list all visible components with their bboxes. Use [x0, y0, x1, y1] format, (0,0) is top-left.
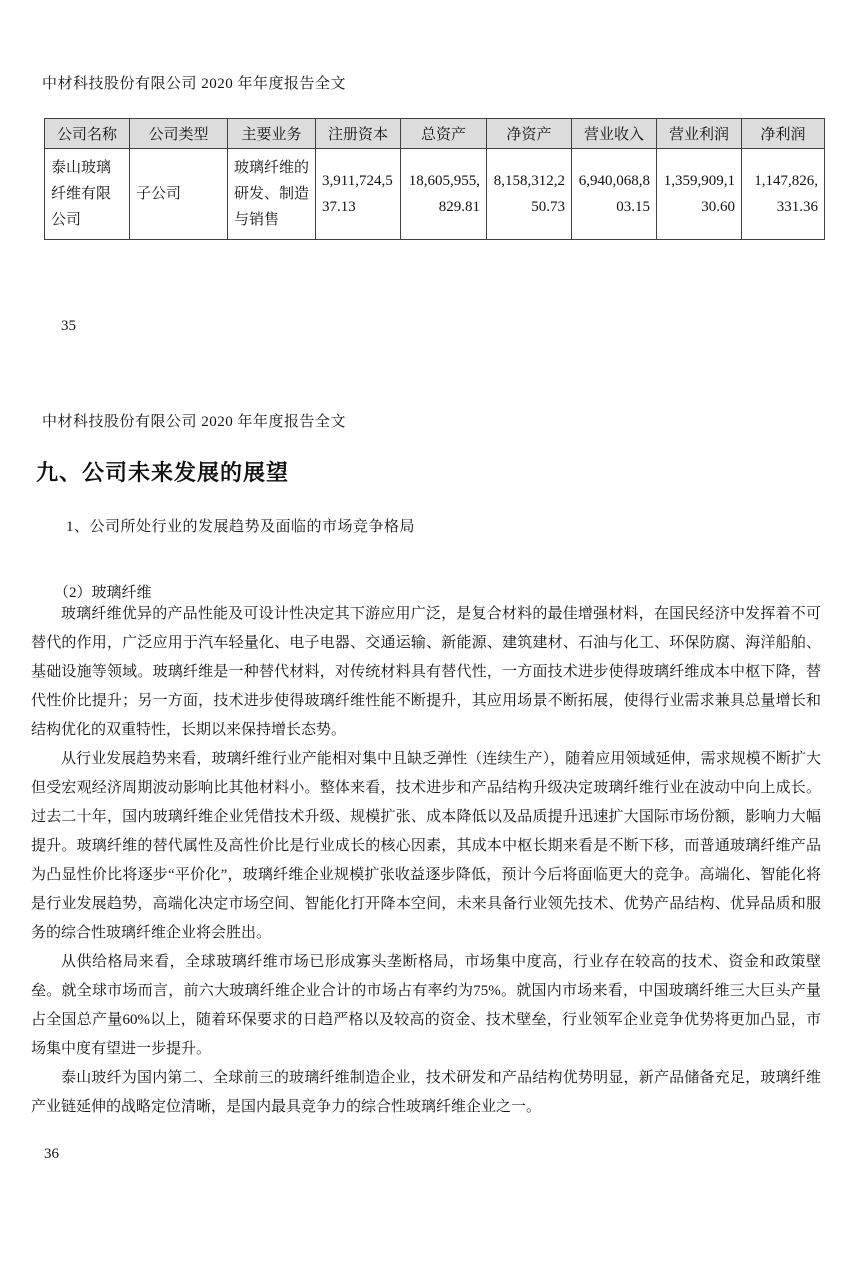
table-header-row	[45, 119, 825, 149]
col-header-total-assets: 总资产	[401, 119, 487, 149]
report-header-page35: 中材科技股份有限公司 2020 年年度报告全文	[42, 76, 347, 92]
table-row	[45, 149, 825, 240]
report-header-page36: 中材科技股份有限公司 2020 年年度报告全文	[42, 414, 347, 430]
col-header-company-type: 公司类型	[130, 119, 228, 149]
cell-operating-profit: 1,359,909,130.60	[657, 149, 742, 240]
page-number-35: 35	[61, 318, 76, 334]
col-header-operating-profit: 营业利润	[657, 119, 742, 149]
paragraph: 泰山玻纤为国内第二、全球前三的玻璃纤维制造企业，技术研发和产品结构优势明显，新产品储备充足，玻璃纤维产业链延伸的战略定位清晰，是国内最具竞争力的综合性玻璃纤维企业之一。	[31, 1070, 821, 1115]
cell-net-assets: 8,158,312,250.73	[487, 149, 572, 240]
col-header-main-business: 主要业务	[228, 119, 316, 149]
cell-total-assets: 18,605,955,829.81	[401, 149, 487, 240]
col-header-net-profit: 净利润	[742, 119, 825, 149]
subsidiary-financials-table	[44, 118, 825, 240]
subsection-heading: 1、公司所处行业的发展趋势及面临的市场竞争格局	[66, 519, 416, 535]
subsection-label-glass-fiber: （2）玻璃纤维	[54, 585, 152, 601]
cell-company-type: 子公司	[130, 149, 228, 240]
cell-main-business: 玻璃纤维的研发、制造与销售	[228, 149, 316, 240]
paragraph: 玻璃纤维优异的产品性能及可设计性决定其下游应用广泛，是复合材料的最佳增强材料，在国民经济中发挥着不可替代的作用，广泛应用于汽车轻量化、电子电器、交通运输、新能源、建筑建材、石油与化工、环保防腐、海洋船舶、基础设施等领域。玻璃纤维是一种替代材料，对传统材料具有替代性，一方面技术进步使得玻璃纤维成本中枢下降，替代性价比提升；另一方面，技术进步使得玻璃纤维性能不断提升，其应用场景不断拓展，使得行业需求兼具总量增长和结构优化的双重特性，长期以来保持增长态势。	[31, 606, 821, 738]
col-header-net-assets: 净资产	[487, 119, 572, 149]
cell-net-profit: 1,147,826,331.36	[742, 149, 825, 240]
col-header-registered-capital: 注册资本	[316, 119, 401, 149]
page-number-36: 36	[44, 1146, 59, 1162]
cell-operating-revenue: 6,940,068,803.15	[572, 149, 657, 240]
paragraph: 从供给格局来看，全球玻璃纤维市场已形成寡头垄断格局，市场集中度高，行业存在较高的技术、资金和政策壁垒。就全球市场而言，前六大玻璃纤维企业合计的市场占有率约为75%。就国内市场来看，中国玻璃纤维三大巨头产量占全国总产量60%以上，随着环保要求的日趋严格以及较高的资金、技术壁垒，行业领军企业竞争优势将更加凸显，市场集中度有望进一步提升。	[31, 954, 821, 1057]
body-text-block	[31, 600, 821, 1122]
col-header-company-name: 公司名称	[45, 119, 130, 149]
cell-registered-capital: 3,911,724,537.13	[316, 149, 401, 240]
cell-company-name: 泰山玻璃纤维有限公司	[45, 149, 130, 240]
section-heading: 九、公司未来发展的展望	[36, 460, 290, 485]
col-header-operating-revenue: 营业收入	[572, 119, 657, 149]
paragraph: 从行业发展趋势来看，玻璃纤维行业产能相对集中且缺乏弹性（连续生产），随着应用领域延伸，需求规模不断扩大但受宏观经济周期波动影响比其他材料小。整体来看，技术进步和产品结构升级决定玻璃纤维行业在波动中向上成长。过去二十年，国内玻璃纤维企业凭借技术升级、规模扩张、成本降低以及品质提升迅速扩大国际市场份额，影响力大幅提升。玻璃纤维的替代属性及高性价比是行业成长的核心因素，其成本中枢长期来看是不断下移，而普通玻璃纤维产品为凸显性价比将逐步“平价化”，玻璃纤维企业规模扩张收益逐步降低，预计今后将面临更大的竞争。高端化、智能化将是行业发展趋势，高端化决定市场空间、智能化打开降本空间，未来具备行业领先技术、优势产品结构、优异品质和服务的综合性玻璃纤维企业将会胜出。	[31, 751, 821, 941]
